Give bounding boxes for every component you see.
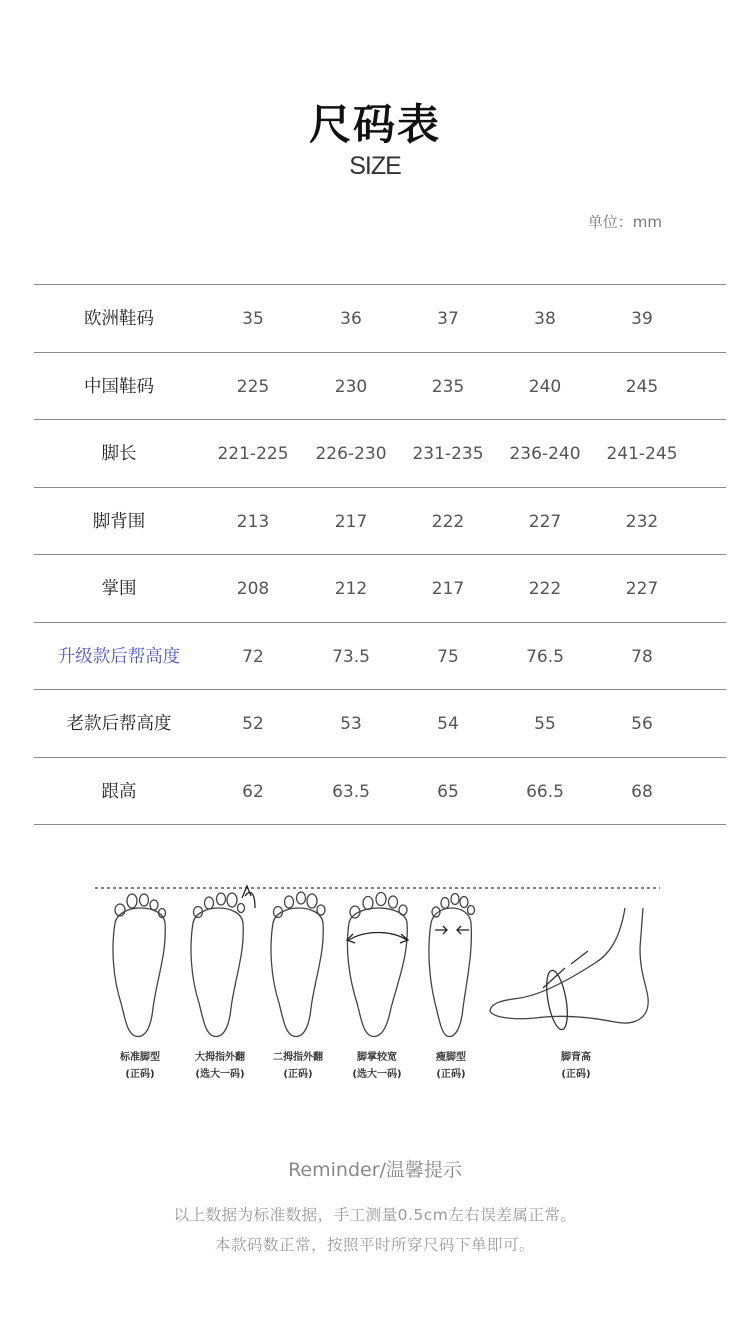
row-label: 跟高: [101, 781, 137, 802]
table-row: [34, 488, 726, 556]
foot-narrow-icon: [429, 894, 475, 1037]
foot-type-fit: (正码): [283, 1069, 313, 1080]
row-label: 欧洲鞋码: [84, 309, 154, 329]
table-cell: 232: [625, 511, 659, 532]
table-row: [34, 690, 726, 758]
foot-type-fit: (选大一码): [352, 1069, 402, 1080]
table-cell: 73.5: [332, 646, 370, 667]
table-row: [34, 623, 726, 691]
table-cell: 240: [528, 376, 562, 397]
table-cell: 235: [431, 376, 465, 397]
foot-second-toe-icon: [271, 892, 325, 1036]
table-row: [34, 353, 726, 421]
foot-type-name: 标准脚型: [120, 1052, 160, 1063]
reminder-note: 本款码数正常，按照平时所穿尺码下单即可。: [214, 1236, 535, 1254]
row-label: 脚背围: [92, 511, 146, 532]
table-row: [34, 285, 726, 353]
table-cell: 36: [340, 309, 362, 329]
foot-type-name: 二拇指外翻: [273, 1052, 323, 1063]
reminder-note: 以上数据为标准数据，手工测量0.5cm左右误差属正常。: [173, 1206, 577, 1224]
row-label: 脚长: [101, 444, 137, 464]
table-cell: 63.5: [332, 781, 370, 802]
table-cell: 231-235: [412, 444, 484, 464]
table-cell: 65: [437, 781, 459, 802]
foot-high-instep-icon: [490, 908, 648, 1031]
page-subtitle: SIZE: [349, 152, 401, 180]
foot-bunion-icon: [191, 886, 255, 1036]
reminder-title: Reminder/温馨提示: [288, 1159, 462, 1181]
table-cell: 245: [625, 376, 659, 397]
table-cell: 212: [334, 579, 368, 599]
table-cell: 226-230: [315, 444, 387, 464]
table-cell: 241-245: [606, 444, 678, 464]
table-cell: 222: [431, 511, 465, 532]
table-cell: 37: [437, 309, 459, 329]
table-cell: 68: [631, 781, 653, 802]
table-cell: 76.5: [526, 646, 564, 667]
row-label: 中国鞋码: [84, 376, 154, 397]
unit-label: 单位：mm: [587, 213, 662, 231]
table-cell: 56: [631, 714, 653, 734]
table-row: [34, 758, 726, 826]
table-cell: 38: [534, 309, 556, 329]
table-cell: 66.5: [526, 781, 564, 802]
table-cell: 227: [625, 579, 659, 599]
foot-type-fit: (正码): [436, 1069, 466, 1080]
foot-type-name: 脚掌较宽: [357, 1052, 397, 1063]
table-cell: 55: [534, 714, 556, 734]
foot-type-fit: (选大一码): [195, 1069, 245, 1080]
table-cell: 213: [236, 511, 270, 532]
table-cell: 227: [528, 511, 562, 532]
foot-type-name: 大拇指外翻: [195, 1052, 245, 1063]
table-row: [34, 555, 726, 623]
table-cell: 217: [334, 511, 368, 532]
row-label: 老款后帮高度: [66, 714, 172, 734]
table-cell: 221-225: [217, 444, 289, 464]
table-cell: 54: [437, 714, 459, 734]
table-cell: 230: [334, 376, 368, 397]
table-cell: 217: [431, 579, 465, 599]
page-title: 尺码表: [308, 100, 441, 149]
row-label: 掌围: [101, 579, 137, 599]
table-cell: 222: [528, 579, 562, 599]
foot-type-illustration: [95, 868, 660, 1088]
row-label: 升级款后帮高度: [57, 646, 181, 667]
table-cell: 208: [236, 579, 270, 599]
table-cell: 225: [236, 376, 270, 397]
foot-type-name: 瘦脚型: [436, 1052, 466, 1063]
table-row: [34, 420, 726, 488]
foot-wide-icon: [347, 893, 408, 1037]
table-cell: 62: [242, 781, 264, 802]
foot-type-fit: (正码): [561, 1069, 591, 1080]
table-cell: 52: [242, 714, 264, 734]
table-cell: 78: [631, 646, 653, 667]
foot-type-fit: (正码): [125, 1069, 155, 1080]
table-cell: 39: [631, 309, 653, 329]
foot-standard-icon: [113, 894, 166, 1036]
table-cell: 35: [242, 309, 264, 329]
table-cell: 236-240: [509, 444, 581, 464]
table-cell: 53: [340, 714, 362, 734]
size-table: [34, 284, 726, 825]
table-cell: 72: [242, 646, 264, 667]
foot-type-name: 脚背高: [561, 1052, 591, 1063]
table-cell: 75: [437, 646, 459, 667]
